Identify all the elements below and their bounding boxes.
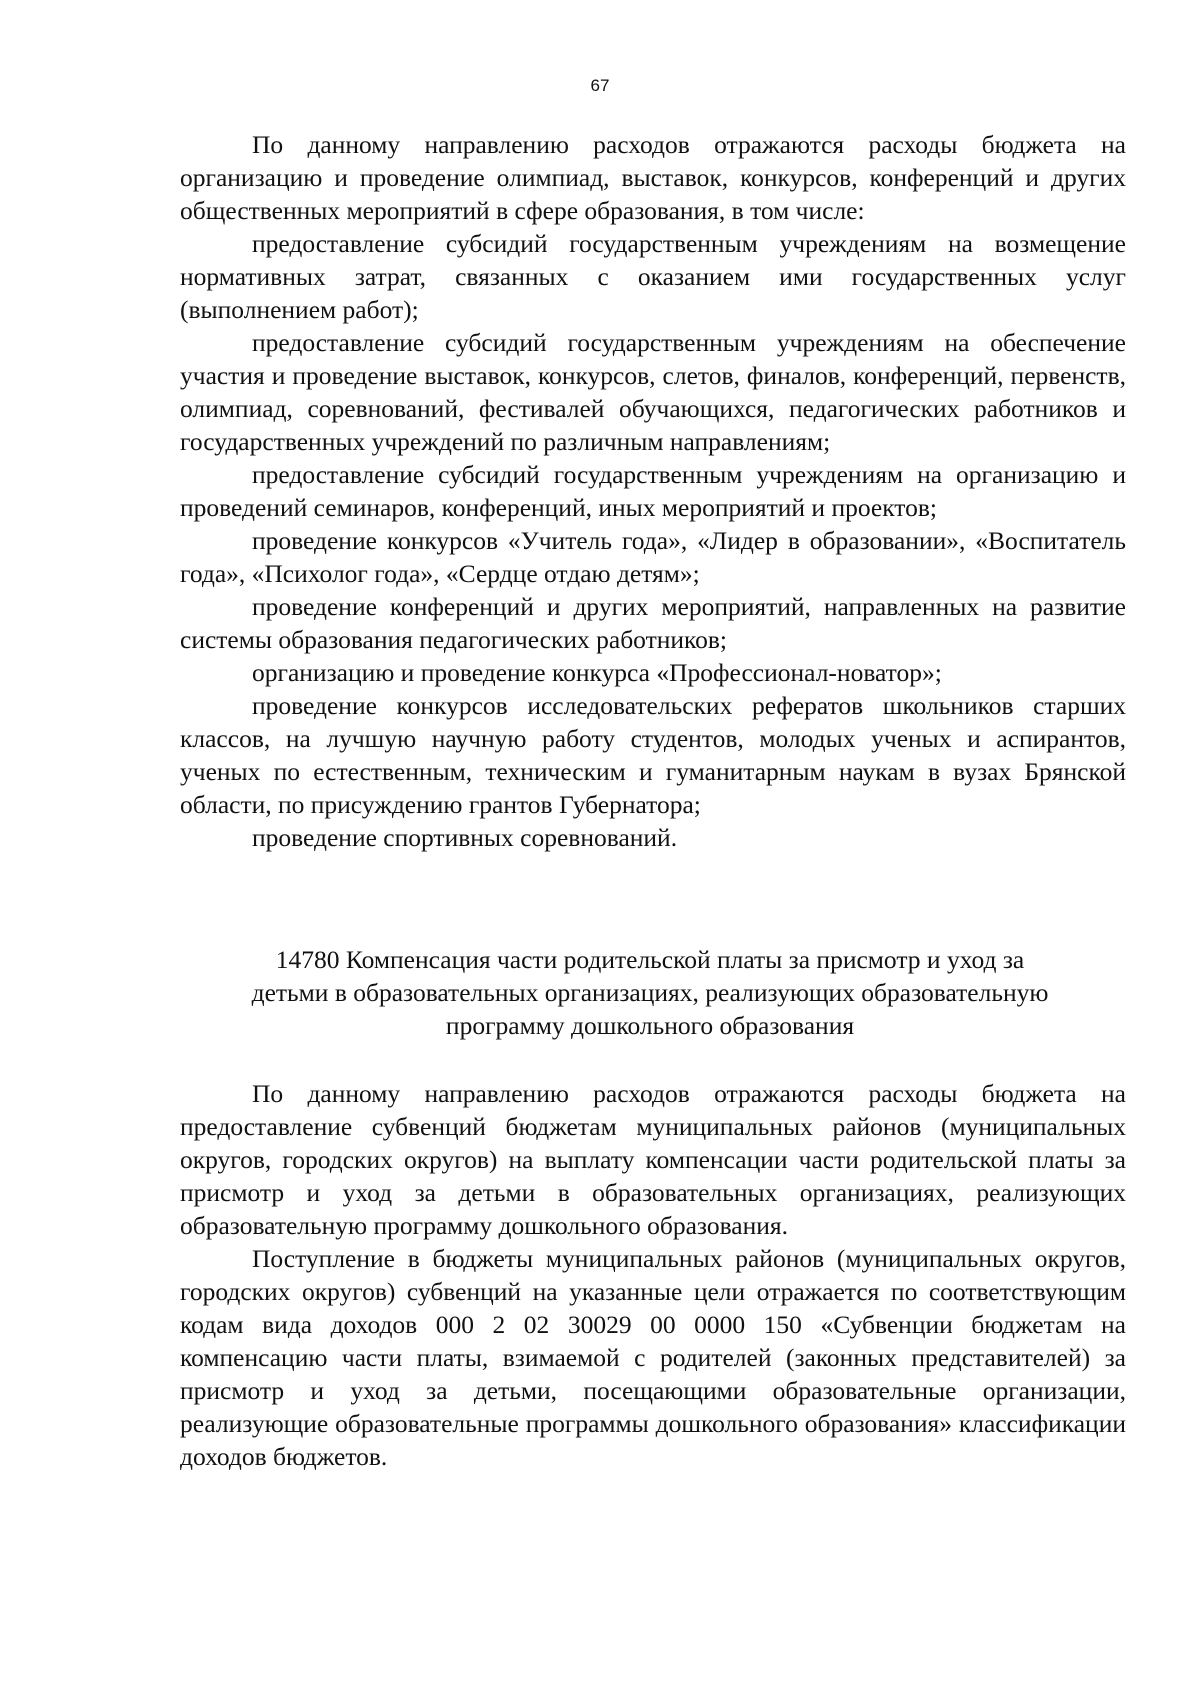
revenue-paragraph: Поступление в бюджеты муниципальных районов (муниципальных округов, городских округов) субвенций на указанные цели отражается по соответствующим кодам вида доходов 000 2 02 30029 00 0000 150 «Субвенции бюджетам на компенсацию части платы, взимаемой с родителей (законных представителей) за присмотр и уход за детьми, посещающими образовательные организации, реализующие образовательные программы дошкольного образования» классификации доходов бюджетов. xyxy=(180,1244,1126,1471)
compensation-paragraph: По данному направлению расходов отражаются расходы бюджета на предоставление субвенций бюджетам муниципальных районов (муниципальных округов, городских округов) на выплату компенсации части родительской платы за присмотр и уход за детьми в образовательных организациях, реализующих образовательную программу дошкольного образования. xyxy=(180,1079,1126,1240)
list-item-subsidies-normative-costs: предоставление субсидий государственным учреждениям на возмещение нормативных затрат, связанных с оказанием ими государственных услуг (выполнением работ); xyxy=(180,229,1126,324)
list-item-subsidies-events: предоставление субсидий государственным учреждениям на обеспечение участия и проведение выставок, конкурсов, слетов, финалов, конференций, первенств, олимпиад, соревнований, фестивалей обучающихся, педагогических работников и государственных учреждений по различным направлениям; xyxy=(180,328,1126,456)
list-item-contests: проведение конкурсов «Учитель года», «Лидер в образовании», «Воспитатель года», «Психолог года», «Сердце отдаю детям»; xyxy=(180,526,1126,588)
section-heading-line: программу дошкольного образования xyxy=(445,1011,855,1040)
list-item-conferences: проведение конференций и других мероприятий, направленных на развитие системы образования педагогических работников; xyxy=(180,592,1126,654)
section-heading xyxy=(150,943,1150,1042)
page-number: 67 xyxy=(590,76,610,95)
list-item-sports: проведение спортивных соревнований. xyxy=(252,823,678,852)
compensation-description-block xyxy=(180,1077,1126,1473)
list-item-professional-innovator: организацию и проведение конкурса «Профессионал-новатор»; xyxy=(252,658,942,687)
intro-paragraph: По данному направлению расходов отражаются расходы бюджета на организацию и проведение олимпиад, выставок, конкурсов, конференций и других общественных мероприятий в сфере образования, в том числе: xyxy=(180,130,1126,225)
section-heading-line: детьми в образовательных организациях, реализующих образовательную xyxy=(251,978,1049,1007)
expenditure-description-block xyxy=(180,128,1126,854)
list-item-subsidies-seminars: предоставление субсидий государственным учреждениям на организацию и проведений семинаров, конференций, иных мероприятий и проектов; xyxy=(180,460,1126,522)
list-item-research-contests: проведение конкурсов исследовательских рефератов школьников старших классов, на лучшую научную работу студентов, молодых ученых и аспирантов, ученых по естественным, техническим и гуманитарным наукам в вузах Брянской области, по присуждению грантов Губернатора; xyxy=(180,691,1126,819)
section-heading-line: 14780 Компенсация части родительской платы за присмотр и уход за xyxy=(275,945,1025,974)
